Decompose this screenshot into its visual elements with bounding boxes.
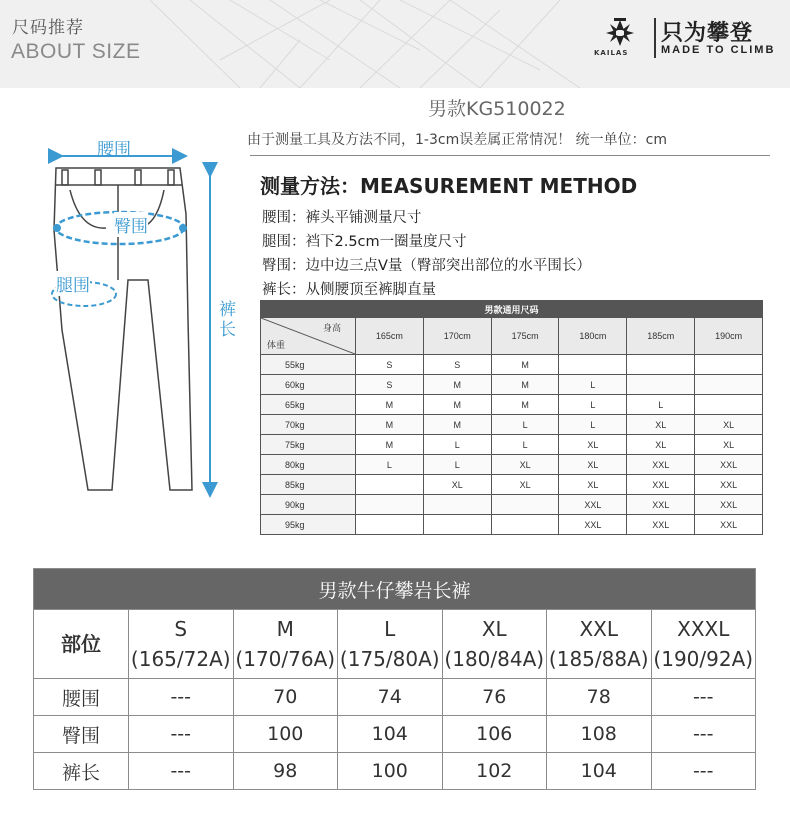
table-row (34, 679, 756, 716)
measurement-cell: 104 (547, 753, 652, 790)
size-header-cell (442, 610, 547, 679)
measurement-cell: 104 (338, 716, 443, 753)
size-spec: (185/88A) (548, 647, 649, 671)
measurement-cell: 100 (233, 716, 338, 753)
weight-cell: 80kg (261, 455, 356, 475)
diagonal-header-cell (261, 318, 356, 355)
size-cell (695, 375, 763, 395)
label-waist: 腰围 (97, 140, 131, 160)
size-cell: XL (423, 475, 491, 495)
size-cell: M (356, 435, 424, 455)
size-cell (423, 495, 491, 515)
size-cell: XL (627, 435, 695, 455)
measurement-cell: 106 (442, 716, 547, 753)
size-cell: XXL (627, 495, 695, 515)
weight-cell: 70kg (261, 415, 356, 435)
weight-cell: 90kg (261, 495, 356, 515)
size-code: L (384, 617, 396, 641)
size-cell (356, 475, 424, 495)
height-header-cell: 185cm (627, 318, 695, 355)
size-cell (695, 395, 763, 415)
part-header: 部位 (34, 610, 129, 679)
size-cell: XXL (627, 455, 695, 475)
size-cell: M (491, 355, 559, 375)
table-row (261, 495, 763, 515)
size-cell: XXL (695, 495, 763, 515)
size-header-cell (233, 610, 338, 679)
part-cell: 裤长 (34, 753, 129, 790)
size-cell: L (423, 455, 491, 475)
size-code: XL (481, 617, 507, 641)
table-row (261, 355, 763, 375)
method-line-thigh: 腿围：裆下2.5cm一圈量度尺寸 (262, 234, 467, 250)
weight-cell: 60kg (261, 375, 356, 395)
size-cell: M (491, 395, 559, 415)
size-cell: XXL (695, 515, 763, 535)
size-cell: L (356, 455, 424, 475)
weight-cell: 95kg (261, 515, 356, 535)
size-cell: L (423, 435, 491, 455)
size-cell: M (423, 395, 491, 415)
size-cell: XL (491, 455, 559, 475)
measurement-cell: 70 (233, 679, 338, 716)
size-cell: XXL (627, 515, 695, 535)
table-row (261, 415, 763, 435)
height-header-cell: 175cm (491, 318, 559, 355)
size-cell: XL (491, 475, 559, 495)
size-cell (356, 515, 424, 535)
method-title: 测量方法：MEASUREMENT METHOD (260, 174, 638, 198)
height-header-cell: 190cm (695, 318, 763, 355)
method-line-waist: 腰围：裤头平铺测量尺寸 (262, 210, 422, 226)
measurement-cell: --- (651, 679, 756, 716)
measurement-cell: 98 (233, 753, 338, 790)
size-cell: XL (559, 455, 627, 475)
size-header-cell (338, 610, 443, 679)
size-cell: XL (695, 415, 763, 435)
size-cell: L (559, 395, 627, 415)
size-cell: L (627, 395, 695, 415)
weight-header-label: 体重 (267, 340, 286, 350)
size-spec: (170/76A) (235, 647, 336, 671)
size-spec: (190/92A) (653, 647, 754, 671)
size-cell (491, 515, 559, 535)
logo-brand-name: KAILAS (594, 49, 629, 57)
size-cell: M (491, 375, 559, 395)
weight-cell: 75kg (261, 435, 356, 455)
size-code: XXL (579, 617, 619, 641)
measurement-cell: --- (129, 716, 234, 753)
size-cell: L (491, 415, 559, 435)
size-spec: (180/84A) (444, 647, 545, 671)
table-row (261, 515, 763, 535)
size-cell: L (491, 435, 559, 455)
size-cell: XL (627, 415, 695, 435)
size-header-cell (651, 610, 756, 679)
size-cell: L (559, 375, 627, 395)
size-cell: XXL (559, 515, 627, 535)
size-cell (627, 375, 695, 395)
pants-diagram (40, 130, 250, 500)
size-cell: XXL (559, 495, 627, 515)
size-recommendation-table (260, 300, 763, 535)
size-cell: XL (695, 435, 763, 455)
table-row (34, 753, 756, 790)
size-code: S (174, 617, 188, 641)
size-cell: M (356, 415, 424, 435)
measurement-note: 由于测量工具及方法不同，1-3cm误差属正常情况！ 统一单位：cm (247, 132, 667, 148)
measurement-cell: --- (651, 716, 756, 753)
part-cell: 臀围 (34, 716, 129, 753)
label-hip: 臀围 (114, 212, 148, 237)
measurement-cell: 78 (547, 679, 652, 716)
size-cell (491, 495, 559, 515)
logo-slogan-cn: 只为攀登 (661, 21, 754, 46)
measurement-cell: 108 (547, 716, 652, 753)
size-spec: (175/80A) (339, 647, 440, 671)
measurement-cell: 102 (442, 753, 547, 790)
size-table-caption: 男款通用尺码 (261, 301, 763, 318)
table-row (34, 716, 756, 753)
size-header-cell (547, 610, 652, 679)
size-code: M (276, 617, 294, 641)
size-header-cell (129, 610, 234, 679)
size-code: XXXL (677, 617, 730, 641)
height-header-cell: 180cm (559, 318, 627, 355)
size-cell: M (356, 395, 424, 415)
measurement-cell: --- (129, 753, 234, 790)
size-cell (695, 355, 763, 375)
size-cell (423, 515, 491, 535)
measurement-cell: --- (129, 679, 234, 716)
table-row (261, 455, 763, 475)
measurement-cell: 76 (442, 679, 547, 716)
size-cell (356, 495, 424, 515)
model-number: 男款KG510022 (428, 98, 566, 120)
size-cell (627, 355, 695, 375)
label-length: 裤长 (219, 300, 236, 340)
measurement-cell: 74 (338, 679, 443, 716)
weight-cell: 85kg (261, 475, 356, 495)
height-header-cell: 170cm (423, 318, 491, 355)
size-cell: XXL (627, 475, 695, 495)
measurement-cell: 100 (338, 753, 443, 790)
logo-slogan-en: MADE TO CLIMB (661, 44, 776, 56)
size-spec: (165/72A) (130, 647, 231, 671)
logo-divider (654, 18, 656, 58)
method-line-hip: 臀围：边中边三点V量（臀部突出部位的水平围长） (262, 258, 591, 274)
method-line-length: 裤长：从侧腰顶至裤脚直量 (262, 282, 436, 298)
table-row (261, 375, 763, 395)
header-title: 尺码推荐 (12, 18, 84, 38)
size-cell: XXL (695, 475, 763, 495)
table-row (261, 475, 763, 495)
page-header (0, 0, 790, 88)
part-cell: 腰围 (34, 679, 129, 716)
weight-cell: 55kg (261, 355, 356, 375)
height-header-label: 身高 (322, 323, 341, 333)
size-cell: XXL (695, 455, 763, 475)
size-cell: S (423, 355, 491, 375)
size-cell: S (356, 375, 424, 395)
weight-cell: 65kg (261, 395, 356, 415)
table-row (261, 395, 763, 415)
product-table-title: 男款牛仔攀岩长裤 (34, 569, 756, 610)
height-header-cell: 165cm (356, 318, 424, 355)
header-subtitle: ABOUT SIZE (11, 40, 141, 63)
size-cell (559, 355, 627, 375)
size-cell: M (423, 375, 491, 395)
label-thigh: 腿围 (56, 271, 90, 296)
measurement-cell: --- (651, 753, 756, 790)
size-cell: S (356, 355, 424, 375)
size-cell: L (559, 415, 627, 435)
size-cell: XL (559, 435, 627, 455)
product-measurement-table (33, 568, 756, 790)
divider-line (250, 155, 770, 156)
table-row (261, 435, 763, 455)
size-cell: XL (559, 475, 627, 495)
size-cell: M (423, 415, 491, 435)
